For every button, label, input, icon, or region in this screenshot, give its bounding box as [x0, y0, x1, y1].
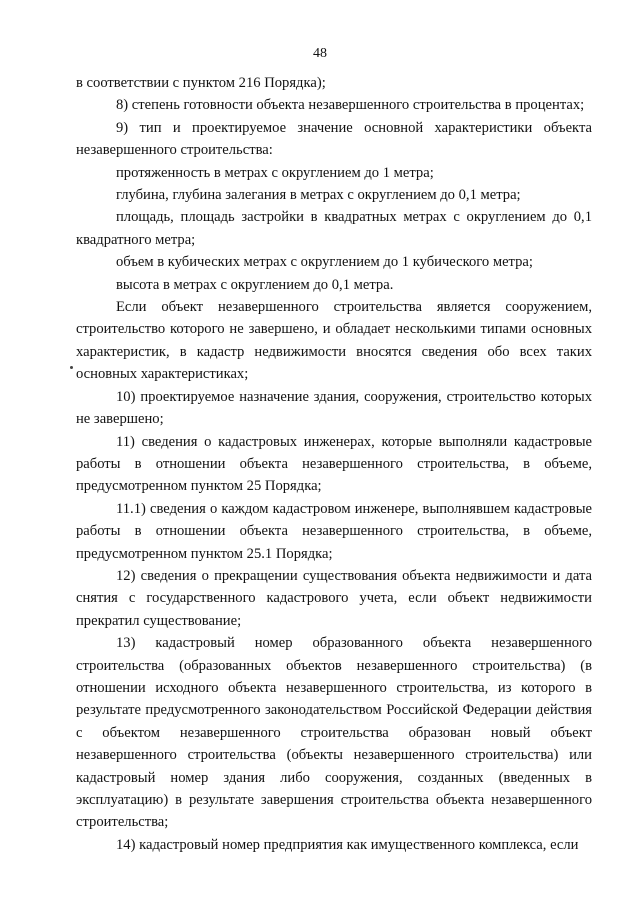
page-number: 48 — [313, 46, 327, 61]
paragraph-structure-note: Если объект незавершенного строительства является сооружением, строительство которого не завершено, и обладает несколькими типами основных характеристик, в кадастр недвижимости вносятся сведения обо всех таких основных характеристиках; — [76, 299, 592, 383]
paragraph-item-13: 13) кадастровый номер образованного объекта незавершенного строительства (образованных объектов незавершенного строительства) (в отношении исходного объекта незавершенного строительства, из которого в результате предусмотренного законодательством Российской Федерации действия с объектом незавершенного строительства образован новый объект незавершенного строительства (объекты незавершенного строительства) или кадастровый номер здания либо сооружения, созданных (введенных в эксплуатацию) в результате завершения строительства объекта незавершенного строительства; — [76, 635, 592, 831]
paragraph-item-11: 11) сведения о кадастровых инженерах, которые выполняли кадастровые работы в отношении объекта незавершенного строительства, в объеме, предусмотренном пунктом 25 Порядка; — [76, 433, 592, 495]
paragraph-height: высота в метрах с округлением до 0,1 метра. — [116, 276, 394, 293]
paragraph-item-9: 9) тип и проектируемое значение основной характеристики объекта незавершенного строительства: — [76, 119, 592, 159]
paragraph-continuation: в соответствии с пунктом 216 Порядка); — [76, 75, 326, 91]
paragraph-item-10: 10) проектируемое назначение здания, сооружения, строительство которых не завершено; — [76, 388, 592, 428]
document-body — [76, 72, 592, 856]
paragraph-volume: объем в кубических метрах с округлением до 1 кубического метра; — [116, 254, 533, 271]
paragraph-item-8: 8) степень готовности объекта незавершенного строительства в процентах; — [116, 97, 585, 114]
paragraph-item-14: 14) кадастровый номер предприятия как имущественного комплекса, если — [116, 836, 579, 853]
paragraph-length: протяженность в метрах с округлением до 1 метра; — [116, 164, 434, 181]
paragraph-depth: глубина, глубина залегания в метрах с округлением до 0,1 метра; — [116, 187, 521, 204]
paragraph-item-11-1: 11.1) сведения о каждом кадастровом инженере, выполнявшем кадастровые работы в отношении объекта незавершенного строительства, в объеме, предусмотренном пунктом 25.1 Порядка; — [76, 500, 592, 562]
paragraph-item-12: 12) сведения о прекращении существования объекта недвижимости и дата снятия с государственного кадастрового учета, если объект недвижимости прекратил существование; — [76, 567, 592, 629]
paragraph-area: площадь, площадь застройки в квадратных метрах с округлением до 0,1 квадратного метра; — [76, 209, 592, 248]
margin-dot-mark — [70, 366, 73, 369]
